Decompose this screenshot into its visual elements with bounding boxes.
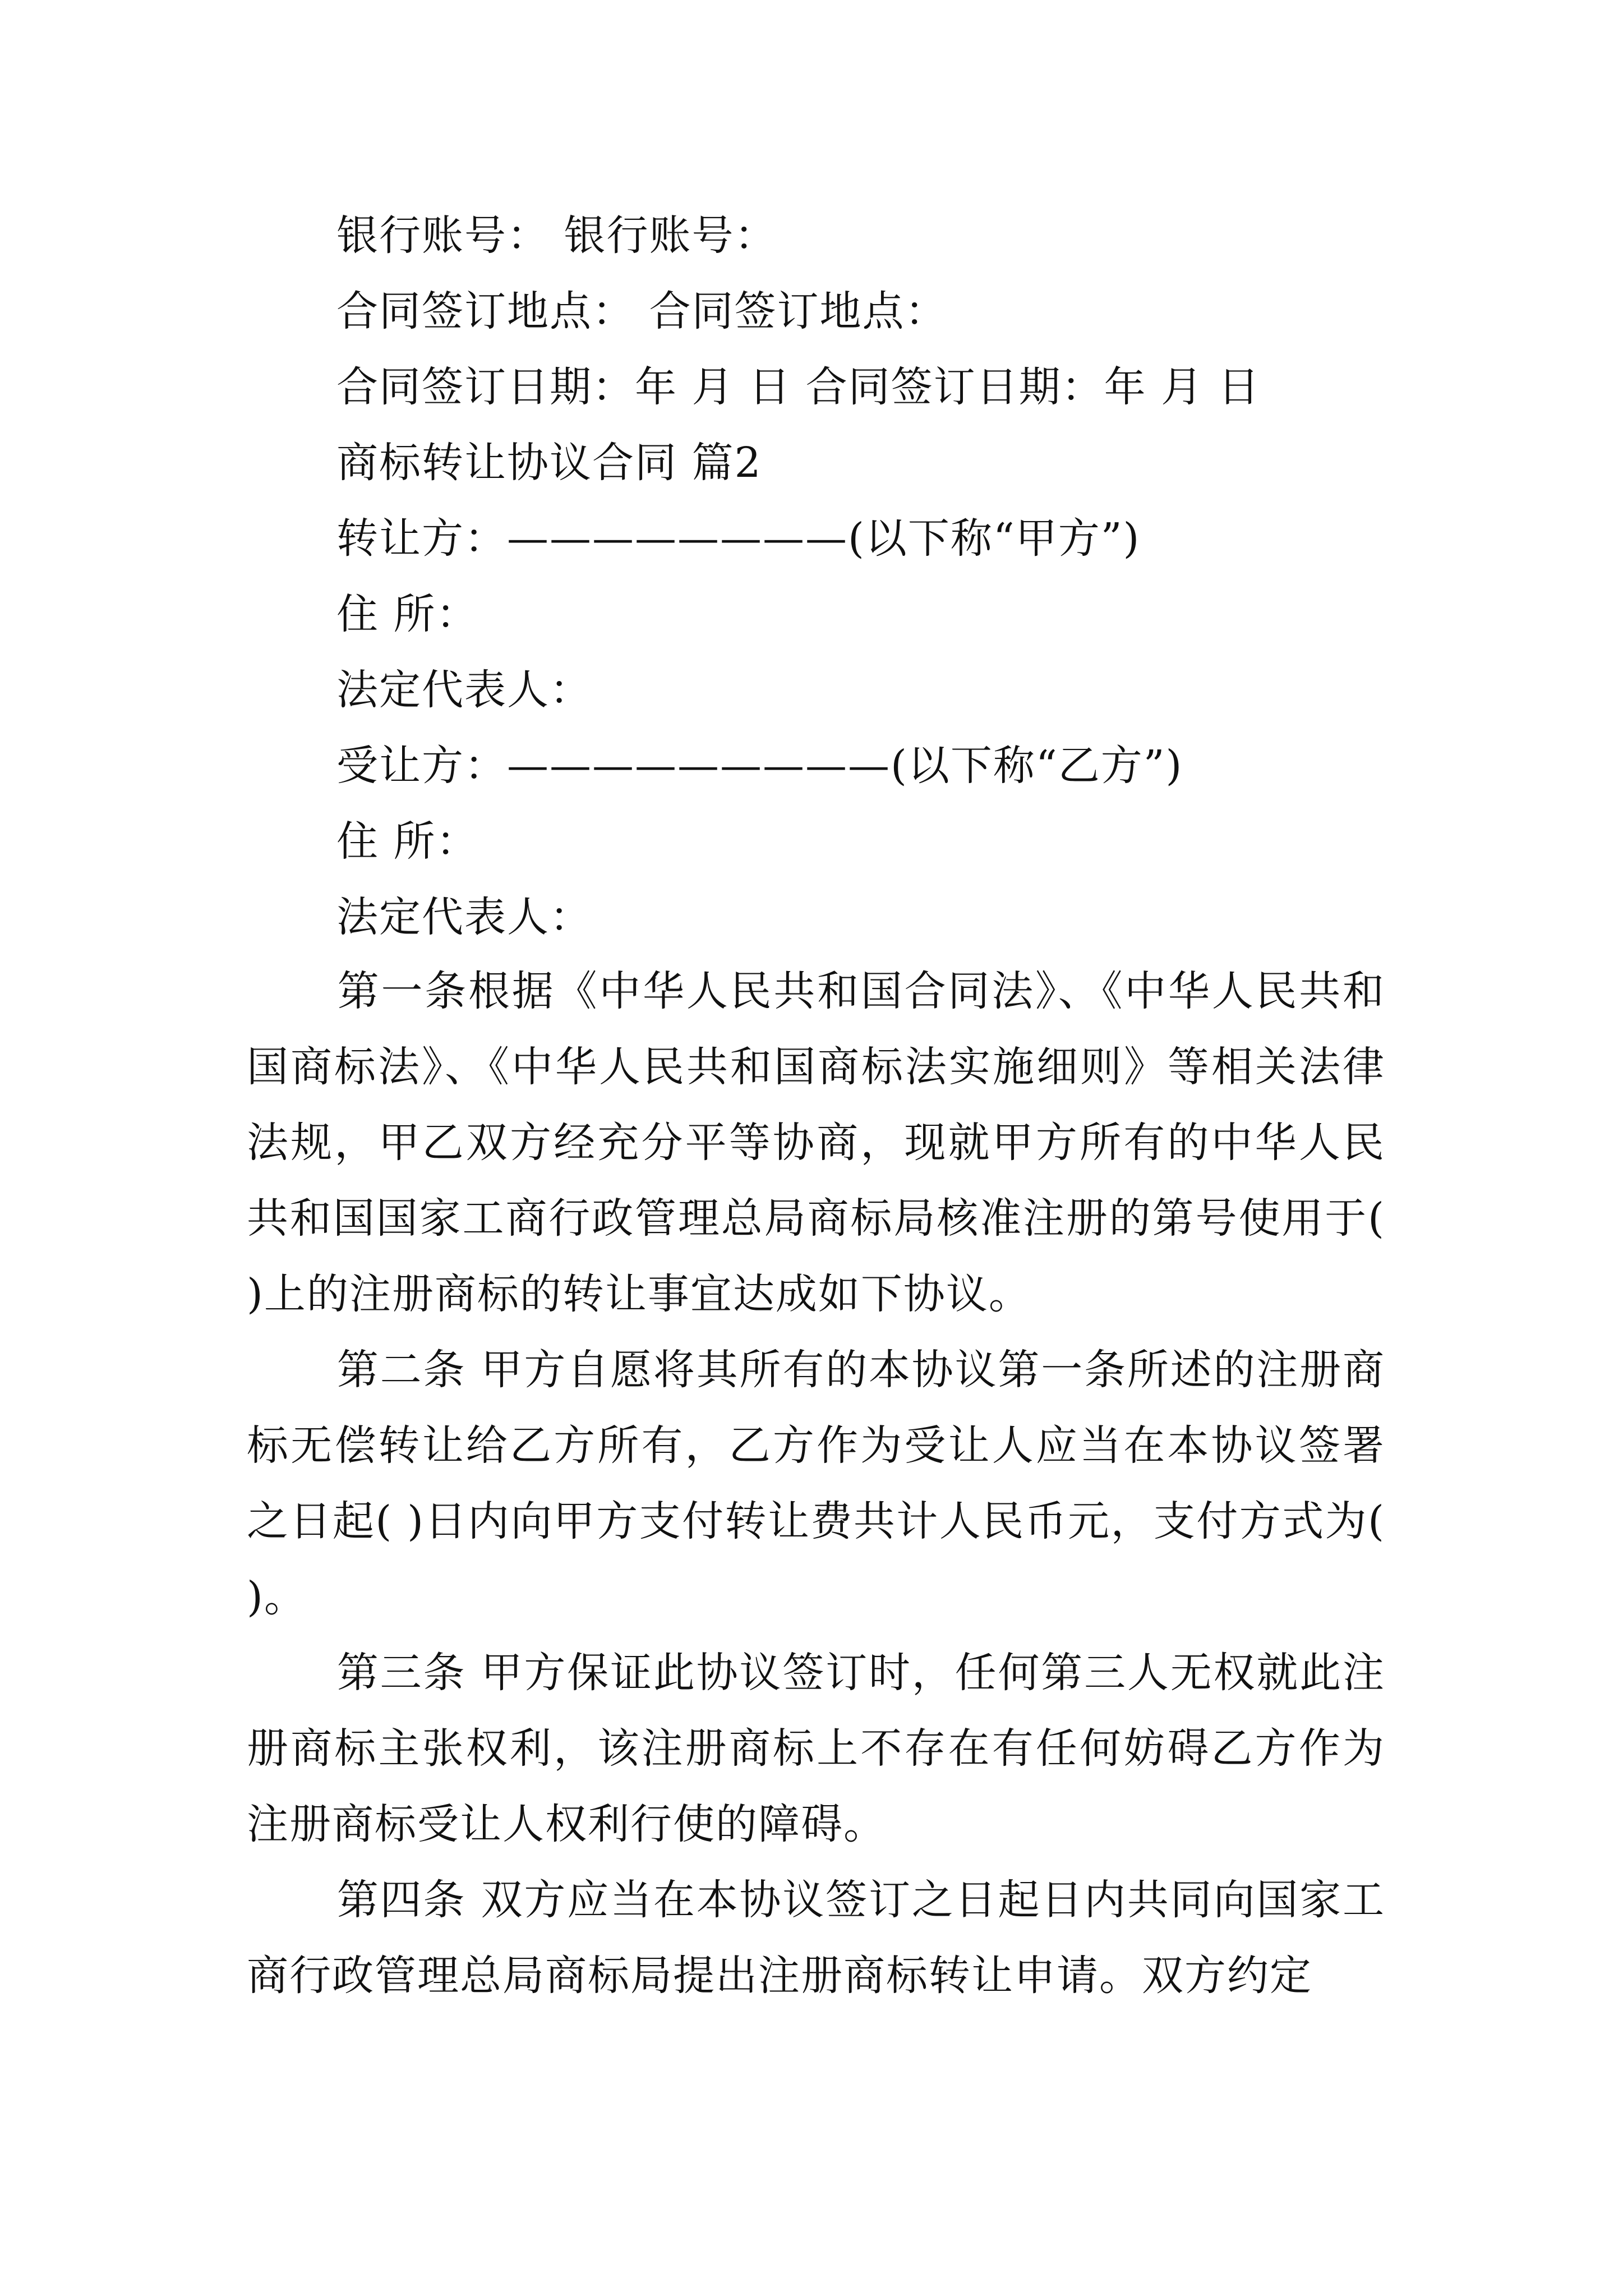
transferor-representative-line: 法定代表人：: [336, 666, 592, 714]
article-1: [247, 954, 1385, 1332]
transferor-address-line: 住 所：: [336, 590, 479, 638]
article-2-text: 第二条 甲方自愿将其所有的本协议第一条所述的注册商标无偿转让给乙方所有，乙方作为受让人应当在本协议签署之日起( )日内向甲方支付转让费共计人民币元，支付方式为( )。: [247, 1346, 1385, 1621]
transferee-line: 受让方：—————————(以下称“乙方”): [336, 742, 1183, 790]
article-2: [247, 1332, 1385, 1635]
transferor-line: 转让方：————————(以下称“甲方”): [336, 514, 1141, 563]
section-title: 商标转让协议合同 篇2: [336, 439, 762, 487]
signing-place-line: 合同签订地点： 合同签订地点：: [336, 287, 948, 335]
transferee-representative-line: 法定代表人：: [336, 893, 592, 941]
article-4: [247, 1862, 1385, 2014]
article-1-text: 第一条根据《中华人民共和国合同法》、《中华人民共和国商标法》、《中华人民共和国商标法实施细则》等相关法律法规，甲乙双方经充分平等协商，现就甲方所有的中华人民共和国国家工商行政管理总局商标局核准注册的第号使用于( )上的注册商标的转让事宜达成如下协议。: [247, 967, 1385, 1318]
article-3: [247, 1635, 1385, 1862]
signing-date-line: 合同签订日期：年 月 日 合同签订日期：年 月 日: [336, 363, 1261, 411]
article-4-text: 第四条 双方应当在本协议签订之日起日内共同向国家工商行政管理总局商标局提出注册商标转让申请。双方约定: [247, 1876, 1385, 2000]
transferee-address-line: 住 所：: [336, 817, 479, 866]
bank-account-line: 银行账号： 银行账号：: [336, 211, 777, 260]
article-3-text: 第三条 甲方保证此协议签订时，任何第三人无权就此注册商标主张权利，该注册商标上不存在有任何妨碍乙方作为注册商标受让人权利行使的障碍。: [247, 1649, 1385, 1848]
